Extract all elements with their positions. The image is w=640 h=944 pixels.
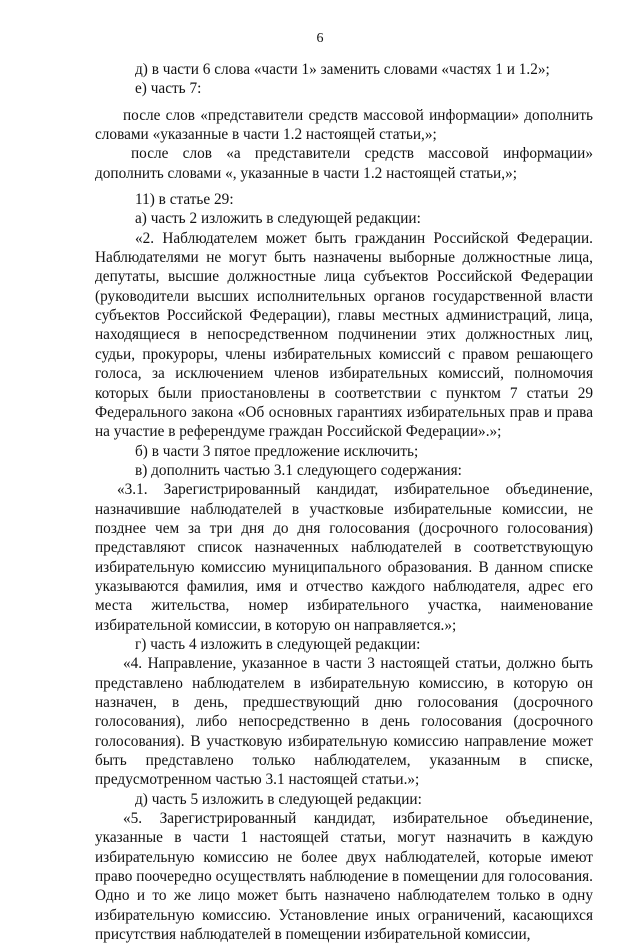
paragraph-d-part-6: д) в части 6 слова «части 1» заменить словами «частях 1 и 1.2»; (135, 61, 550, 78)
paragraph-g-part-4: г) часть 4 изложить в следующей редакции: (135, 635, 421, 653)
paragraph-d-part-5: д) часть 5 изложить в следующей редакции: (135, 790, 422, 808)
paragraph-article-29: 11) в статье 29: (135, 191, 234, 209)
paragraph-after-words-1: после слов «представители средств массовой информации» дополнить словами «указанные в части 1.2 настоящей статьи,»; (95, 106, 593, 144)
page-number: 6 (316, 31, 324, 46)
paragraph-e-part-7: е) часть 7: (135, 80, 202, 98)
paragraph-quote-part-3-1: «3.1. Зарегистрированный кандидат, избирательное объединение, назначившие наблюдателей в участковые избирательные комиссии, не позднее чем за три дня до дня голосования (досрочного голосования) представляют список назначенных наблюдателей в соответствующую избирательную комиссию муниципального образования. В данном списке указываются фамилия, имя и отчество каждого наблюдателя, адрес его места жительства, номер избирательного участка, наименование избирательной комиссии, в которую он направляется.»; (95, 481, 593, 634)
document-body (95, 60, 593, 944)
paragraph-after-words-2: после слов «а представители средств массовой информации» дополнить словами «, указанные в части 1.2 настоящей статьи,»; (95, 145, 593, 182)
paragraph-v-part-3-1: в) дополнить частью 3.1 следующего содержания: (135, 461, 462, 479)
paragraph-quote-part-5: «5. Зарегистрированный кандидат, избирательное объединение, указанные в части 1 настоящей статьи, могут назначить в каждую избирательную комиссию не более двух наблюдателей, которые имеют право поочередно осуществлять наблюдение в помещении для голосования. Одно и то же лицо может быть назначено наблюдателем только в одну избирательную комиссию. Установление иных ограничений, касающихся присутствия наблюдателей в помещении избирательной комиссии, (95, 810, 593, 944)
paragraph-b-part-3: б) в части 3 пятое предложение исключить; (135, 442, 419, 460)
paragraph-quote-part-2: «2. Наблюдателем может быть гражданин Российской Федерации. Наблюдателями не могут быть назначены выборные должностные лица, депутаты, высшие должностные лица субъектов Российской Федерации (руководители высших исполнительных органов государственной власти субъектов Российской Федерации), главы местных администраций, лица, находящиеся в непосредственном подчинении этих должностных лиц, судьи, прокуроры, члены избирательных комиссий с правом решающего голоса, за исключением членов избирательных комиссий, полномочия которых были приостановлены в соответствии с пунктом 7 статьи 29 Федерального закона «Об основных гарантиях избирательных прав и права на участие в референдуме граждан Российской Федерации».»; (95, 229, 593, 441)
paragraph-a-part-2: а) часть 2 изложить в следующей редакции: (135, 210, 421, 228)
paragraph-quote-part-4: «4. Направление, указанное в части 3 настоящей статьи, должно быть представлено наблюдателем в избирательную комиссию, в которую он назначен, в день, предшествующий дню голосования (досрочного голосования), либо непосредственно в день голосования (досрочного голосования). В участковую избирательную комиссию направление может быть представлено только наблюдателем, указанным в списке, предусмотренном частью 3.1 настоящей статьи.»; (95, 655, 593, 789)
